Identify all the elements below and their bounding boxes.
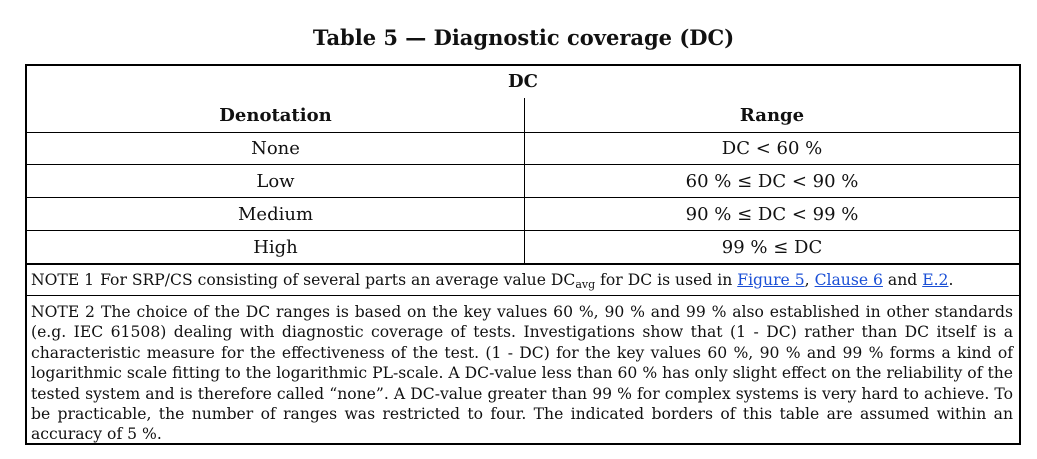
cell-range: 99 % ≤ DC (721, 237, 823, 258)
row-rule (27, 164, 1019, 165)
clause-6-link[interactable]: Clause 6 (814, 271, 883, 289)
note-1-separator: and (882, 271, 923, 289)
diagnostic-coverage-table (25, 64, 1021, 445)
note-divider (27, 295, 1019, 296)
note-1-text: For SRP/CS consisting of several parts an average value DC (100, 271, 576, 289)
note-1-separator: , (804, 271, 815, 289)
note-2-text: The choice of the DC ranges is based on the key values 60 %, 90 % and 99 % also established in other standards (e.g. IEC 61508) dealing with diagnostic coverage of tests. Investigations show that (1 - DC) rather than DC itself is a characteristic measure for the effectiveness of the test. (1 - DC) for the key values 60 %, 90 % and 99 % forms a kind of logarithmic scale fitting to the logarithmic PL-scale. A DC-value less than 60 % has only slight effect on the reliability of the tested system and is therefore called “none”. A DC-value greater than 99 % for complex systems is very hard to achieve. To be practicable, the number of ranges was restricted to four. The indicated borders of this table are assumed within an accuracy of 5 %. (31, 303, 1013, 444)
column-header-range: Range (739, 105, 805, 126)
figure-5-link[interactable]: Figure 5 (737, 271, 805, 289)
header-bottom-rule (27, 132, 1019, 133)
group-header-dc: DC (508, 71, 538, 92)
row-rule (27, 197, 1019, 198)
note-1-end: . (948, 271, 954, 289)
cell-denotation: Low (256, 171, 295, 192)
cell-range: 60 % ≤ DC < 90 % (685, 171, 859, 192)
note-1-label: NOTE 1 (31, 271, 95, 289)
row-rule (27, 230, 1019, 231)
annex-e2-link[interactable]: E.2 (922, 271, 949, 289)
note-1-subscript: avg (575, 278, 596, 291)
note-2 (31, 302, 1013, 445)
note-1 (31, 270, 1013, 290)
cell-denotation: None (251, 138, 300, 159)
cell-denotation: High (253, 237, 298, 258)
table-body-bottom-rule (27, 263, 1019, 265)
note-2-label: NOTE 2 (31, 303, 95, 321)
table-caption: Table 5 — Diagnostic coverage (DC) (312, 25, 735, 50)
cell-range: DC < 60 % (721, 138, 823, 159)
cell-range: 90 % ≤ DC < 99 % (685, 204, 859, 225)
note-1-text-middle: for DC is used in (595, 271, 738, 289)
cell-denotation: Medium (237, 204, 314, 225)
column-header-denotation: Denotation (219, 105, 332, 126)
